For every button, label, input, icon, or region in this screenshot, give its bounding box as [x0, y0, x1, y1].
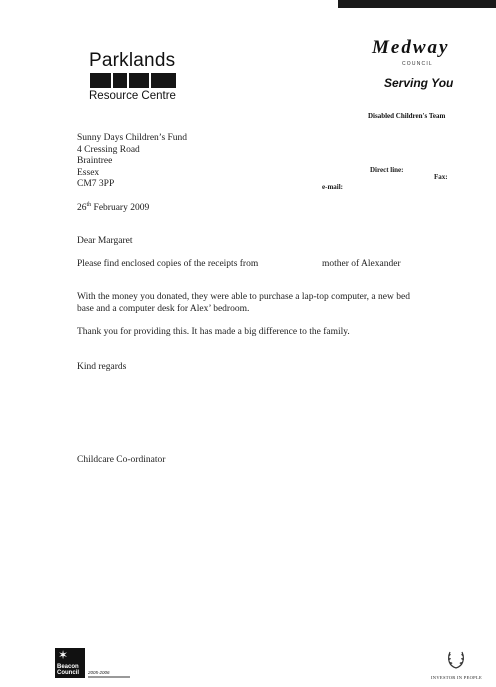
paragraph-3: Thank you for providing this. It has made a big difference to the family. — [77, 327, 350, 337]
address-line: Sunny Days Children’s Fund — [77, 133, 188, 143]
address-line: 4 Cressing Road — [77, 144, 140, 155]
address-line: Essex — [77, 167, 100, 178]
beacon-logo-text: Beacon — [57, 664, 79, 670]
address-line: CM7 3PP — [77, 179, 115, 189]
paragraph-2: With the money you donated, they were able to purchase a lap-top computer, a new bed base and a computer desk for Alex’ bedroom. — [77, 292, 410, 314]
fax-label: Fax: — [434, 173, 448, 181]
beacon-star-icon: ✶ — [58, 648, 69, 662]
recipient-address — [77, 133, 187, 191]
date-day: 26 — [77, 203, 87, 214]
salutation: Dear Margaret — [77, 236, 133, 246]
address-line: Braintree — [77, 156, 113, 166]
direct-line-label: Direct line: — [370, 166, 404, 174]
top-scan-bar — [338, 0, 496, 8]
paragraph-1-start: Please find enclosed copies of the receipts from — [77, 259, 259, 269]
date-suffix: th — [86, 202, 92, 208]
closing: Kind regards — [77, 362, 127, 372]
letter-date — [77, 202, 149, 213]
medway-logo-title: Medway — [372, 37, 450, 58]
email-label: e-mail: — [322, 183, 343, 191]
investor-in-people-laurel-icon — [446, 648, 466, 670]
investor-in-people-label: INVESTOR IN PEOPLE — [431, 675, 483, 680]
parklands-logo-subtitle: Resource Centre — [89, 90, 176, 102]
beacon-logo-text-2: Council — [57, 670, 79, 676]
department-name: Disabled Children's Team — [368, 112, 446, 120]
parklands-logo-graphic — [90, 73, 176, 88]
date-month-year: February 2009 — [91, 203, 150, 214]
beacon-small-print — [88, 676, 130, 678]
beacon-years: 2005-2006 — [88, 670, 110, 675]
medway-tagline: Serving You — [384, 76, 454, 90]
signature-title: Childcare Co-ordinator — [77, 455, 166, 465]
medway-logo-council: COUNCIL — [402, 61, 433, 67]
paragraph-1-end: mother of Alexander — [322, 259, 401, 269]
parklands-logo-title: Parklands — [89, 50, 176, 71]
